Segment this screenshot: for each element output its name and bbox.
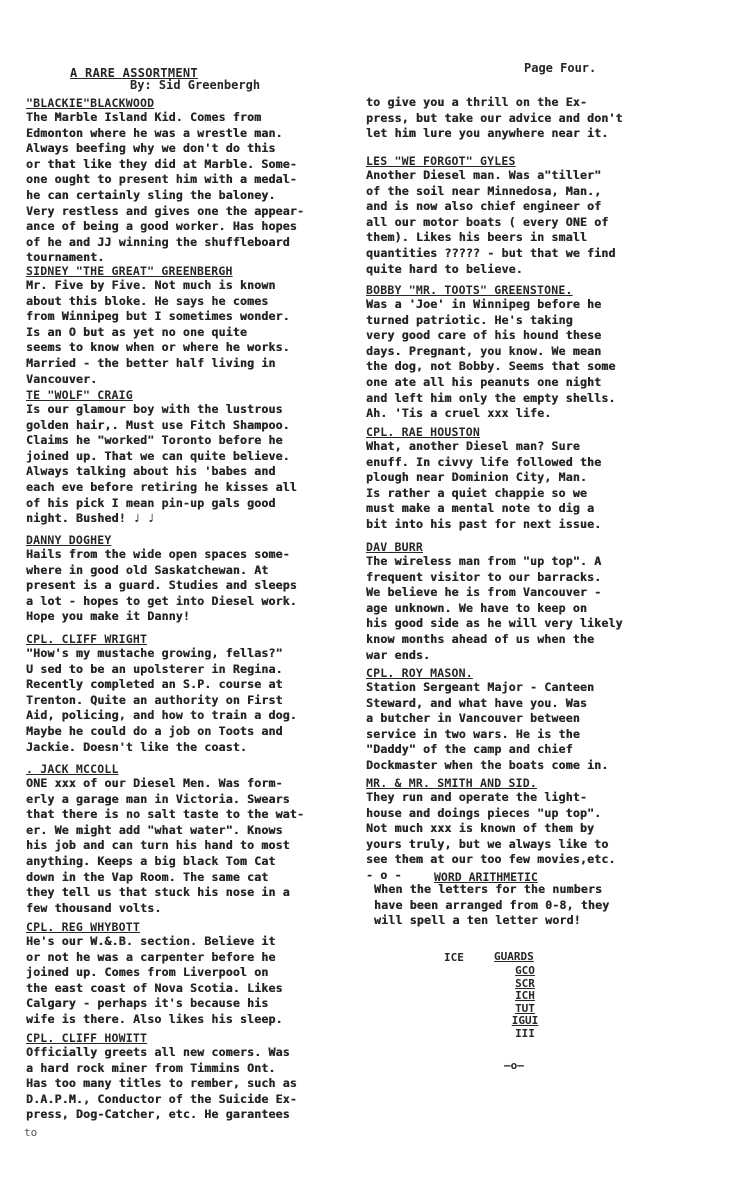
puzzle-line: have been arranged from 0-8, they xyxy=(374,897,610,912)
profile-line: his good side as he will very likely xyxy=(366,616,623,631)
profile-line: about this bloke. He says he comes xyxy=(26,293,269,308)
profile-line: anything. Keeps a big black Tom Cat xyxy=(26,853,276,868)
profile-heading: CPL. RAE HOUSTON xyxy=(366,425,480,439)
profile-line: Not much xxx is known of them by xyxy=(366,821,595,836)
profile-heading: DAV BURR xyxy=(366,540,423,554)
profile-line: press, Dog-Catcher, etc. He garantees xyxy=(26,1107,290,1122)
profile-line: all our motor boats ( every ONE of xyxy=(366,214,609,229)
profile-line: one ought to present him with a medal- xyxy=(26,172,297,187)
profile-line: enuff. In civvy life followed the xyxy=(366,454,602,469)
profile-line: yours truly, but we always like to xyxy=(366,836,609,851)
profile-line: that there is no salt taste to the wat- xyxy=(26,807,305,822)
profile-line: Dockmaster when the boats come in. xyxy=(366,757,609,772)
profile-heading: TE "WOLF" CRAIG xyxy=(26,388,133,402)
puzzle-result: III xyxy=(515,1026,535,1040)
profile-line: plough near Dominion City, Man. xyxy=(366,470,588,485)
profile-line: Hope you make it Danny! xyxy=(26,609,190,624)
profile-line: Station Sergeant Major - Canteen xyxy=(366,680,595,694)
profile-heading: SIDNEY "THE GREAT" GREENBERGH xyxy=(26,264,233,278)
profile-line: tournament. xyxy=(26,250,105,265)
profile-heading: CPL. ROY MASON. xyxy=(366,666,473,680)
profile-line: Maybe he could do a job on Toots and xyxy=(26,723,283,738)
profile-line: D.A.P.M., Conductor of the Suicide Ex- xyxy=(26,1091,297,1106)
puzzle-column xyxy=(503,965,547,1040)
profile-line: Vancouver. xyxy=(26,371,98,386)
profile-line: the east coast of Nova Scotia. Likes xyxy=(26,980,283,995)
profile-line: days. Pregnant, you know. We mean xyxy=(366,343,602,358)
profile-line: each eve before retiring he kisses all xyxy=(26,479,297,494)
profile-line: or that like they did at Marble. Some- xyxy=(26,156,297,171)
profile-line: or not he was a carpenter before he xyxy=(26,949,276,964)
puzzle-line: When the letters for the numbers xyxy=(374,882,603,896)
profile-line: Mr. Five by Five. Not much is known xyxy=(26,278,276,292)
profile-line: Ah. 'Tis a cruel xxx life. xyxy=(366,406,552,421)
profile-line: know months ahead of us when the xyxy=(366,631,595,646)
profile-line: a butcher in Vancouver between xyxy=(366,711,580,726)
profile-heading: CPL. REG WHYBOTT xyxy=(26,920,140,934)
puzzle-step: ICH xyxy=(515,989,535,1002)
profile-line: joined up. That we can quite believe. xyxy=(26,448,290,463)
profile-line: Steward, and what have you. Was xyxy=(366,695,588,710)
profile-line: of the soil near Minnedosa, Man., xyxy=(366,183,602,198)
puzzle-step: IGUI xyxy=(511,1014,539,1027)
profile-line: let him lure you anywhere near it. xyxy=(366,126,609,141)
profile-entry xyxy=(366,540,623,663)
profile-line: What, another Diesel man? Sure xyxy=(366,439,580,453)
profile-line: He's our W.&.B. section. Believe it xyxy=(26,934,276,948)
profile-line: present is a guard. Studies and sleeps xyxy=(26,578,297,593)
profile-line: Calgary - perhaps it's because his xyxy=(26,996,269,1011)
profile-line: night. Bushed! ♩ ♩ xyxy=(26,511,155,526)
profile-entry xyxy=(366,154,616,277)
profile-line: Trenton. Quite an authority on First xyxy=(26,692,283,707)
word-arithmetic-title: WORD ARITHMETIC xyxy=(434,870,538,884)
puzzle-step: SCR xyxy=(515,976,535,990)
profile-line: golden hair,. Must use Fitch Shampoo. xyxy=(26,417,290,432)
profile-line: ance of being a good worker. Has hopes xyxy=(26,219,297,234)
profile-line: Officially greets all new comers. Was xyxy=(26,1045,290,1059)
profile-line: Is rather a quiet chappie so we xyxy=(366,485,588,500)
profile-heading: CPL. CLIFF HOWITT xyxy=(26,1031,148,1045)
profile-line: to give you a thrill on the Ex- xyxy=(366,95,588,109)
profile-line: must make a mental note to dig a xyxy=(366,501,595,516)
profile-line: down in the Vap Room. The same cat xyxy=(26,869,269,884)
profile-line: quantities ????? - but that we find xyxy=(366,245,616,260)
profile-line: Has too many titles to rember, such as xyxy=(26,1076,297,1091)
profile-entry xyxy=(366,425,601,533)
profile-line: The Marble Island Kid. Comes from xyxy=(26,110,262,124)
article-byline: By: Sid Greenbergh xyxy=(130,78,261,92)
profile-heading: MR. & MR. SMITH AND SID. xyxy=(366,776,537,790)
profile-line: er. We might add "what water". Knows xyxy=(26,822,283,837)
profile-line: wife is there. Also likes his sleep. xyxy=(26,1011,283,1026)
profile-line: bit into his past for next issue. xyxy=(366,516,602,531)
profile-entry xyxy=(26,1031,297,1123)
page-number: Page Four. xyxy=(524,61,597,75)
profile-line: of he and JJ winning the shuffleboard xyxy=(26,234,290,249)
profile-line: Married - the better half living in xyxy=(26,355,276,370)
profile-line: turned patriotic. He's taking xyxy=(366,312,573,327)
profile-line: They run and operate the light- xyxy=(366,790,588,804)
profile-line: a hard rock miner from Timmins Ont. xyxy=(26,1060,276,1075)
profile-line: "How's my mustache growing, fellas?" xyxy=(26,646,283,660)
profile-line: - o - xyxy=(366,867,402,882)
profile-line: house and doings pieces "up top". xyxy=(366,805,602,820)
profile-line: Recently completed an S.P. course at xyxy=(26,677,283,692)
profile-line: seems to know when or where he works. xyxy=(26,340,290,355)
puzzle-step: GCO xyxy=(515,964,535,977)
profile-line: he can certainly sling the baloney. xyxy=(26,187,276,202)
profile-line: where in good old Saskatchewan. At xyxy=(26,562,269,577)
profile-entry xyxy=(366,283,616,422)
profile-line: ONE xxx of our Diesel Men. Was form- xyxy=(26,776,283,790)
section-divider: —o— xyxy=(504,1059,524,1072)
profile-line: We believe he is from Vancouver - xyxy=(366,585,602,600)
profile-entry xyxy=(26,533,297,625)
profile-line: very good care of his hound these xyxy=(366,328,602,343)
profile-line: joined up. Comes from Liverpool on xyxy=(26,965,269,980)
profile-entry xyxy=(366,776,616,884)
profile-line: Was a 'Joe' in Winnipeg before he xyxy=(366,297,602,311)
continued-note: to xyxy=(24,1126,38,1139)
profile-line: see them at our too few movies,etc. xyxy=(366,852,616,867)
profile-line: Is our glamour boy with the lustrous xyxy=(26,402,283,416)
profile-heading: BOBBY "MR. TOOTS" GREENSTONE. xyxy=(366,283,573,297)
profile-line: Claims he "worked" Toronto before he xyxy=(26,433,283,448)
article-title: A RARE ASSORTMENT xyxy=(70,66,198,80)
profile-line: one ate all his peanuts one night xyxy=(366,374,602,389)
profile-line: Always talking about his 'babes and xyxy=(26,464,276,479)
profile-line: Very restless and gives one the appear- xyxy=(26,203,305,218)
profile-line: the dog, not Bobby. Seems that some xyxy=(366,359,616,374)
profile-line: Hails from the wide open spaces some- xyxy=(26,547,290,561)
profile-heading: LES "WE FORGOT" GYLES xyxy=(366,154,516,168)
profile-entry xyxy=(26,632,297,755)
puzzle-line: will spell a ten letter word! xyxy=(374,913,581,928)
profile-line: U sed to be an upolsterer in Regina. xyxy=(26,661,283,676)
profile-heading: "BLACKIE"BLACKWOOD xyxy=(26,96,155,110)
profile-entry xyxy=(366,95,623,142)
profile-line: them). Likes his beers in small xyxy=(366,230,588,245)
profile-heading: CPL. CLIFF WRIGHT xyxy=(26,632,148,646)
profile-line: service in two wars. He is the xyxy=(366,726,580,741)
puzzle-right-word: GUARDS xyxy=(494,950,534,963)
profile-line: they tell us that stuck his nose in a xyxy=(26,885,290,900)
profile-entry xyxy=(26,264,290,387)
profile-line: few thousand volts. xyxy=(26,900,162,915)
profile-line: erly a garage man in Victoria. Swears xyxy=(26,791,290,806)
profile-line: age unknown. We have to keep on xyxy=(366,600,588,615)
profile-line: The wireless man from "up top". A xyxy=(366,554,602,568)
profile-entry xyxy=(26,388,297,527)
profile-line: Jackie. Doesn't like the coast. xyxy=(26,739,248,754)
puzzle-step: TUT xyxy=(515,1001,535,1015)
profile-line: press, but take our advice and don't xyxy=(366,110,623,125)
profile-heading: DANNY DOGHEY xyxy=(26,533,112,547)
profile-line: and left him only the empty shells. xyxy=(366,390,616,405)
profile-entry xyxy=(26,920,283,1028)
profile-line: of his pick I mean pin-up gals good xyxy=(26,495,276,510)
profile-line: and is now also chief engineer of xyxy=(366,199,602,214)
profile-line: Always beefing why we don't do this xyxy=(26,141,276,156)
profile-line: Is an O but as yet no one quite xyxy=(26,324,248,339)
profile-line: Aid, policing, and how to train a dog. xyxy=(26,708,297,723)
profile-line: quite hard to believe. xyxy=(366,261,523,276)
profile-line: "Daddy" of the camp and chief xyxy=(366,742,573,757)
puzzle-left-word: ICE xyxy=(444,951,464,964)
profile-line: from Winnipeg but I sometimes wonder. xyxy=(26,309,290,324)
profile-heading: . JACK MCCOLL xyxy=(26,762,119,776)
profile-line: war ends. xyxy=(366,647,431,662)
profile-line: a lot - hopes to get into Diesel work. xyxy=(26,593,297,608)
profile-entry xyxy=(366,666,608,774)
puzzle-intro xyxy=(374,882,609,929)
profile-entry xyxy=(26,96,304,266)
profile-line: Another Diesel man. Was a"tiller" xyxy=(366,168,602,182)
profile-line: Edmonton where he was a wrestle man. xyxy=(26,125,283,140)
profile-entry xyxy=(26,762,304,916)
profile-line: his job and can turn his hand to most xyxy=(26,838,290,853)
profile-line: frequent visitor to our barracks. xyxy=(366,569,602,584)
